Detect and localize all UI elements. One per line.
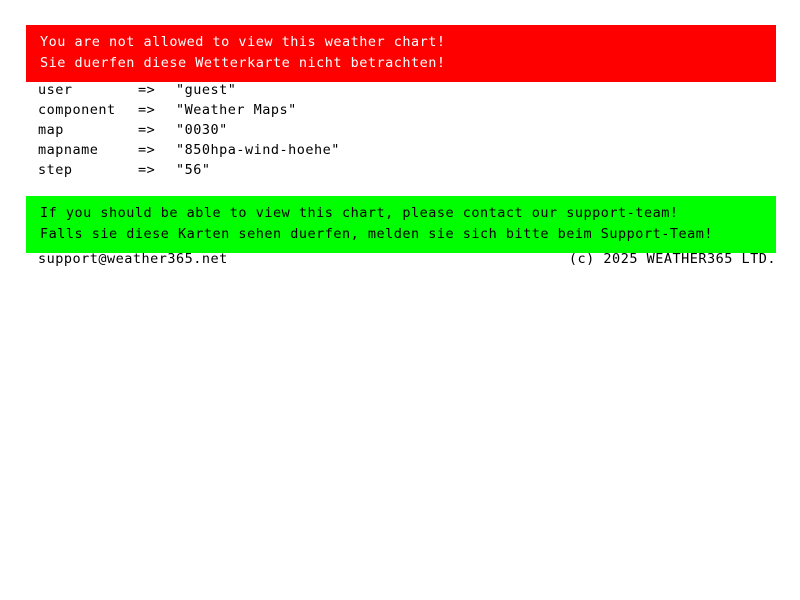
detail-arrow: => (138, 82, 156, 98)
request-details-table (38, 80, 340, 180)
access-denied-message-en: You are not allowed to view this weather chart! (40, 34, 446, 50)
support-info-message-de: Falls sie diese Karten sehen duerfen, melden sie sich bitte beim Support-Team! (40, 226, 713, 242)
detail-arrow: => (138, 162, 156, 178)
detail-key-mapname: mapname (38, 142, 99, 158)
detail-arrow: => (138, 142, 156, 158)
detail-value-component: "Weather Maps" (176, 102, 297, 118)
detail-key-user: user (38, 82, 73, 98)
table-row (38, 80, 340, 100)
table-row (38, 100, 340, 120)
detail-value-mapname: "850hpa-wind-hoehe" (176, 142, 340, 158)
access-denied-message-de: Sie duerfen diese Wetterkarte nicht betrachten! (40, 55, 446, 71)
table-row (38, 140, 340, 160)
detail-value-map: "0030" (176, 122, 228, 138)
detail-value-user: "guest" (176, 82, 237, 98)
table-row (38, 160, 340, 180)
copyright-notice: (c) 2025 WEATHER365 LTD. (568, 251, 776, 267)
detail-value-step: "56" (176, 162, 211, 178)
detail-key-component: component (38, 102, 116, 118)
access-denied-banner (26, 25, 776, 82)
detail-key-step: step (38, 162, 73, 178)
support-info-banner (26, 196, 776, 253)
support-info-message-en: If you should be able to view this chart, please contact our support-team! (40, 205, 679, 221)
detail-arrow: => (138, 122, 156, 138)
detail-key-map: map (38, 122, 64, 138)
table-row (38, 120, 340, 140)
page-footer (38, 251, 776, 267)
detail-arrow: => (138, 102, 156, 118)
support-email-link[interactable]: support@weather365.net (38, 251, 228, 267)
